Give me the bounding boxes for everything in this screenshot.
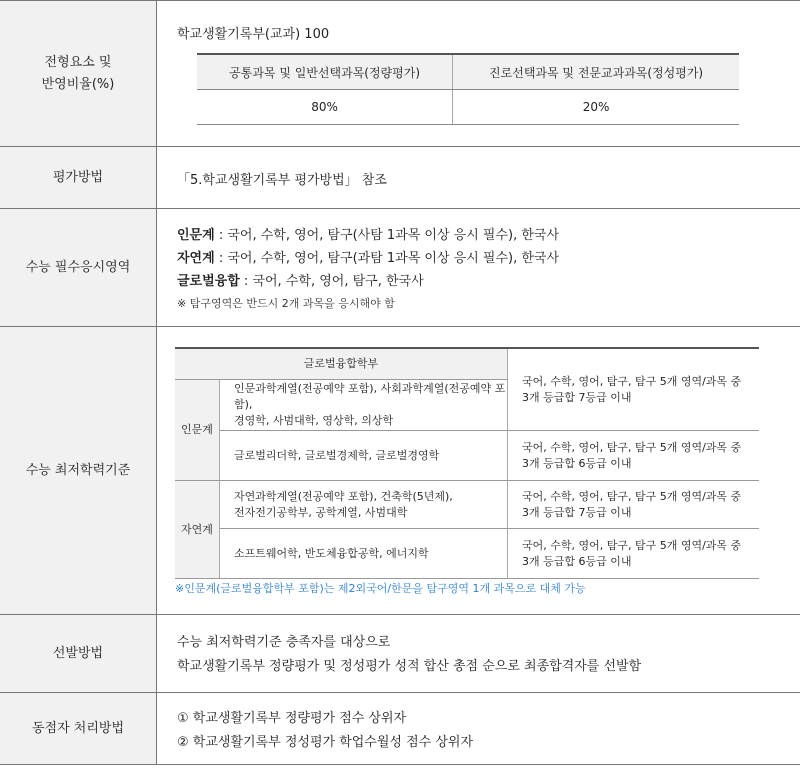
ratio-header-quant: 공통과목 및 일반선택과목(정량평가) (197, 54, 453, 90)
criteria-table (175, 347, 759, 579)
eval-row (0, 147, 800, 209)
criteria-natural-cat: 자연계 (175, 481, 220, 579)
criteria-natural-crit1 (508, 481, 760, 529)
ratio-value-qual: 20% (453, 90, 739, 125)
criteria-natural-crit2-line2: 3개 등급합 6등급 이내 (522, 554, 632, 568)
csat-required-label: 수능 필수응시영역 (0, 209, 157, 326)
criteria-global-crit-line2: 3개 등급합 7등급 이내 (522, 390, 632, 404)
selection-label: 선발방법 (0, 615, 157, 692)
ratio-header-qual: 진로선택과목 및 전문교과과목(정성평가) (453, 54, 739, 90)
required-global-desc: : 국어, 수학, 영어, 탐구, 한국사 (239, 274, 424, 289)
criteria-humanities-dept2: 글로벌리더학, 글로벌경제학, 글로벌경영학 (220, 431, 508, 481)
tie-line1: ① 학교생활기록부 정량평가 점수 상위자 (177, 711, 407, 726)
eval-label: 평가방법 (0, 147, 157, 208)
criteria-humanities-cat: 인문계 (175, 380, 220, 481)
required-note: ※ 탐구영역은 반드시 2개 과목을 응시해야 함 (177, 297, 395, 310)
criteria-note: ※인문계(글로벌융합학부 포함)는 제2외국어/한문을 탐구영역 1개 과목으로 대체 가능 (175, 582, 586, 595)
criteria-natural-dept1-line1: 자연과학계열(전공예약 포함), 건축학(5년제), (234, 489, 453, 503)
criteria-humanities-crit2 (508, 431, 760, 481)
criteria-humanities-crit2-line1: 국어, 수학, 영어, 탐구, 탐구 5개 영역/과목 중 (522, 440, 742, 454)
criteria-humanities-dept1-line1: 인문과학계열(전공예약 포함), 사회과학계열(전공예약 포함), (234, 382, 506, 411)
criteria-natural-crit1-line1: 국어, 수학, 영어, 탐구, 탐구 5개 영역/과목 중 (522, 489, 742, 503)
csat-required-content (157, 209, 800, 326)
criteria-global-dept: 글로벌융합학부 (175, 348, 508, 380)
selection-content (157, 615, 800, 692)
criteria-natural-dept2: 소프트웨어학, 반도체융합공학, 에너지학 (220, 529, 508, 579)
selection-row (0, 615, 800, 693)
required-natural (177, 247, 559, 266)
tie-line2: ② 학교생활기록부 정성평가 학업수월성 점수 상위자 (177, 735, 474, 750)
required-humanities-name: 인문계 (177, 228, 215, 243)
ratio-label-line2: 반영비율(%) (41, 76, 115, 92)
csat-minimum-row (0, 327, 800, 615)
tie-row (0, 693, 800, 765)
csat-required-row (0, 209, 800, 327)
required-humanities (177, 224, 559, 243)
required-global (177, 270, 424, 289)
required-natural-name: 자연계 (177, 251, 215, 266)
selection-line1: 수능 최저학력기준 충족자를 대상으로 (177, 635, 391, 650)
required-natural-desc: : 국어, 수학, 영어, 탐구(과탐 1과목 이상 응시 필수), 한국사 (214, 251, 560, 266)
ratio-row (0, 0, 800, 147)
criteria-natural-crit1-line2: 3개 등급합 7등급 이내 (522, 505, 632, 519)
tie-content (157, 693, 800, 764)
criteria-natural-crit2-line1: 국어, 수학, 영어, 탐구, 탐구 5개 영역/과목 중 (522, 538, 742, 552)
criteria-global-crit (508, 348, 760, 431)
csat-minimum-label: 수능 최저학력기준 (0, 327, 157, 614)
criteria-humanities-crit2-line2: 3개 등급합 6등급 이내 (522, 456, 632, 470)
csat-minimum-content (157, 327, 800, 614)
ratio-heading: 학교생활기록부(교과) 100 (177, 27, 330, 42)
eval-text: 「5.학교생활기록부 평가방법」 참조 (177, 173, 387, 188)
tie-label: 동점자 처리방법 (0, 693, 157, 764)
ratio-value-quant: 80% (197, 90, 453, 125)
criteria-natural-dept1-line2: 전자전기공학부, 공학계열, 사범대학 (234, 505, 408, 519)
ratio-table (197, 53, 739, 125)
ratio-content (157, 1, 800, 146)
criteria-humanities-dept1-line2: 경영학, 사범대학, 영상학, 의상학 (234, 414, 394, 427)
criteria-humanities-dept1 (220, 380, 508, 431)
eval-content (157, 147, 800, 208)
required-humanities-desc: : 국어, 수학, 영어, 탐구(사탐 1과목 이상 응시 필수), 한국사 (214, 228, 560, 243)
criteria-natural-crit2 (508, 529, 760, 579)
ratio-label-line1: 전형요소 및 (44, 54, 112, 70)
criteria-natural-dept1 (220, 481, 508, 529)
criteria-global-crit-line1: 국어, 수학, 영어, 탐구, 탐구 5개 영역/과목 중 (522, 374, 742, 388)
required-global-name: 글로벌융합 (177, 274, 240, 289)
selection-line2: 학교생활기록부 정량평가 및 정성평가 성적 합산 총점 순으로 최종합격자를 선발함 (177, 659, 642, 674)
ratio-label (0, 1, 157, 146)
